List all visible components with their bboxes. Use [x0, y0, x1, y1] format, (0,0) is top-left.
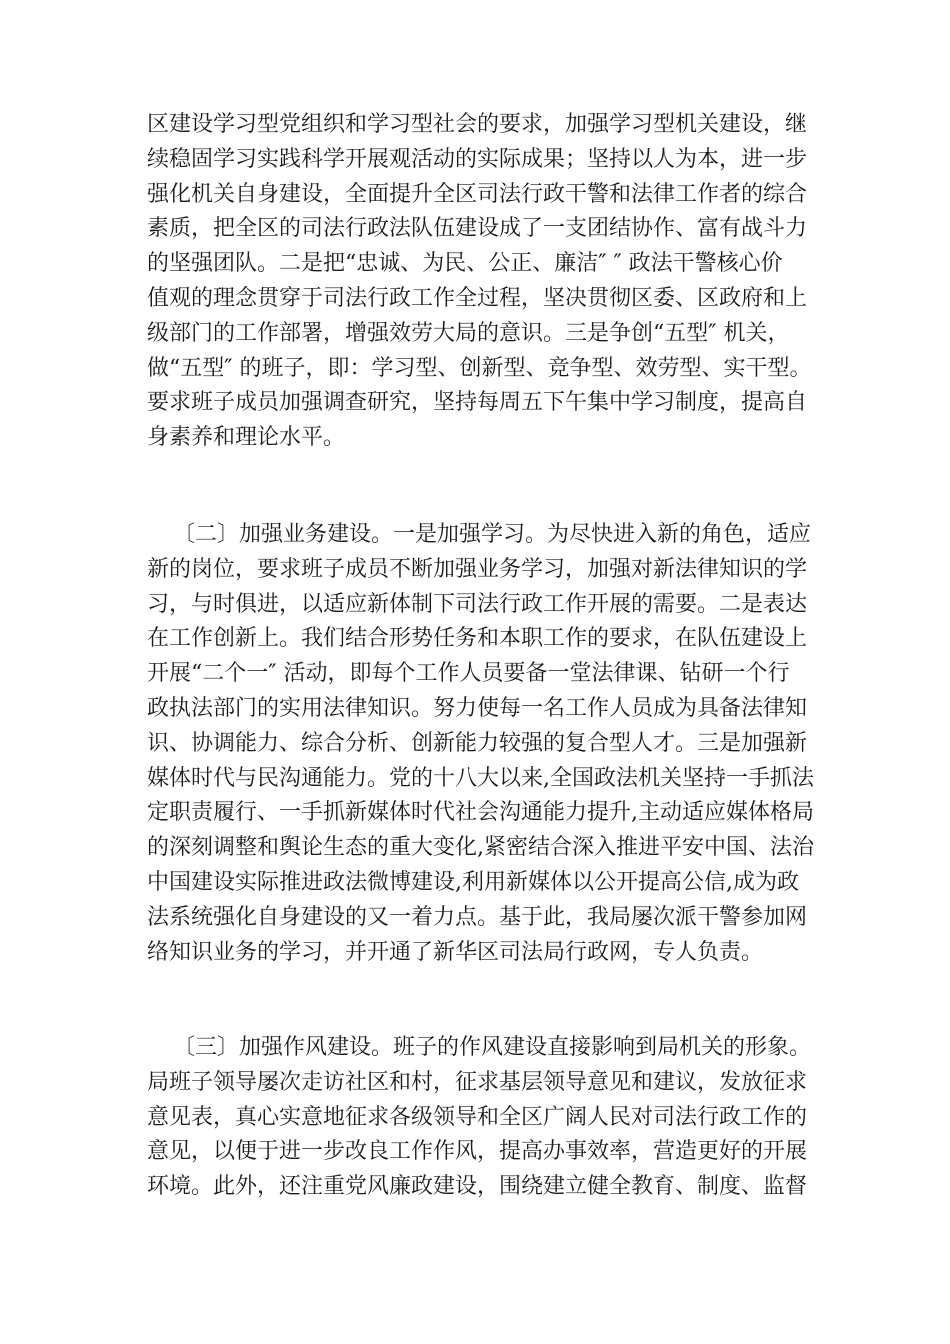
text-line: 络知识业务的学习，并开通了新华区司法局行政网，专人负责。	[147, 939, 764, 965]
text-line: 习，与时俱进，以适应新体制下司法行政工作开展的需要。二是表达	[147, 591, 808, 617]
text-line: 〔三〕加强作风建设。班子的作风建设直接影响到局机关的形象。	[173, 1035, 812, 1060]
text-line: 值观的理念贯穿于司法行政工作全过程，坚决贯彻区委、区政府和上	[147, 285, 808, 311]
text-line: 局班子领导屡次走访社区和村，征求基层领导意见和建议，发放征求	[147, 1069, 808, 1095]
text-line: 媒体时代与民沟通能力。党的十八大以来,全国政法机关坚持一手抓法	[147, 765, 814, 791]
text-line: 政执法部门的实用法律知识。努力使每一名工作人员成为具备法律知	[147, 695, 808, 721]
text-line: 在工作创新上。我们结合形势任务和本职工作的要求，在队伍建设上	[147, 626, 808, 652]
text-line: 开展“二个一″ 活动，即每个工作人员要备一堂法律课、钻研一个行	[147, 661, 790, 687]
text-line: 素质，把全区的司法行政法队伍建设成了一支团结协作、富有战斗力	[147, 216, 808, 242]
text-line: 意见，以便于进一步改良工作作风，提高办事效率，营造更好的开展	[147, 1139, 808, 1165]
text-line: 要求班子成员加强调查研究，坚持每周五下午集中学习制度，提高自	[147, 390, 808, 416]
paragraph-2	[147, 518, 814, 970]
text-line: 法系统强化自身建设的又一着力点。基于此，我局屡次派干警参加网	[147, 904, 808, 930]
text-line: 识、协调能力、综合分析、创新能力较强的复合型人才。三是加强新	[147, 730, 808, 756]
text-line: 意见表，真心实意地征求各级领导和全区广阔人民对司法行政工作的	[147, 1104, 808, 1130]
text-line: 定职责履行、一手抓新媒体时代社会沟通能力提升,主动适应媒体格局	[147, 800, 814, 826]
text-line: 的坚强团队。二是把“忠诚、为民、公正、廉洁″ ″ 政法干警核心价	[147, 251, 783, 277]
text-line: 强化机关自身建设，全面提升全区司法行政干警和法律工作者的综合	[147, 181, 808, 207]
text-line: 〔二〕加强业务建设。一是加强学习。为尽快进入新的角色，适应	[173, 522, 812, 547]
text-line: 区建设学习型党组织和学习型社会的要求，加强学习型机关建设，继	[147, 112, 808, 137]
text-line: 中国建设实际推进政法微博建设,利用新媒体以公开提高公信,成为政	[147, 869, 799, 895]
text-line: 身素养和理论水平。	[147, 425, 346, 451]
text-line: 做“五型″ 的班子，即：学习型、创新型、竞争型、效劳型、实干型。	[147, 355, 812, 381]
paragraph-1	[147, 108, 812, 456]
text-line: 新的岗位，要求班子成员不断加强业务学习，加强对新法律知识的学	[147, 556, 808, 582]
text-line: 的深刻调整和舆论生态的重大变化,紧密结合深入推进平安中国、法治	[147, 835, 814, 861]
text-line: 续稳固学习实践科学开展观活动的实际成果；坚持以人为本，进一步	[147, 146, 808, 172]
text-line: 级部门的工作部署，增强效劳大局的意识。三是争创“五型″ 机关，	[147, 320, 790, 346]
paragraph-3	[147, 1031, 812, 1205]
text-line: 环境。此外，还注重党风廉政建设，围绕建立健全教育、制度、监督	[147, 1174, 808, 1200]
